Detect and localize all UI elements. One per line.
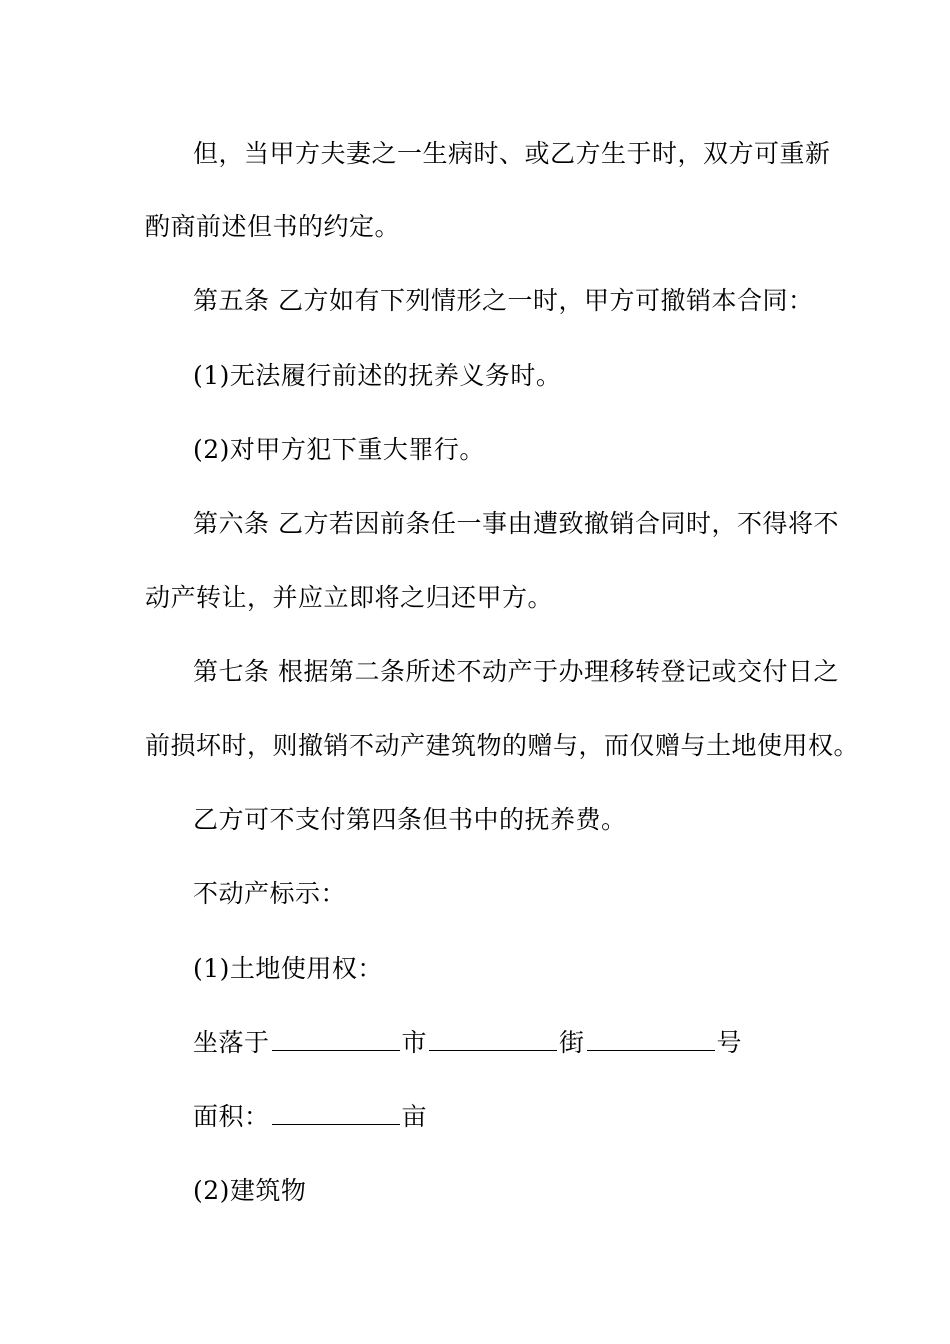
location-line [193,1026,742,1060]
article-five-item-1: (1)无法履行前述的抚养义务时。 [193,361,562,390]
article-seven-line-3: 乙方可不支付第四条但书中的抚养费。 [193,805,627,834]
area-unit: 亩 [401,1102,428,1131]
paragraph-line-1: 但，当甲方夫妻之一生病时、或乙方生于时，双方可重新 [193,139,831,168]
article-seven-line-1: 第七条 根据第二条所述不动产于办理移转登记或交付日之 [193,657,839,686]
street-blank-field[interactable] [429,1028,557,1051]
location-prefix: 坐落于 [193,1028,270,1057]
land-use-right-heading: (1)土地使用权： [193,954,383,983]
article-six-line-1: 第六条 乙方若因前条任一事由遭致撤销合同时，不得将不 [193,509,839,538]
number-blank-field[interactable] [587,1028,715,1051]
city-blank-field[interactable] [272,1028,400,1051]
article-seven-line-2: 前损坏时，则撤销不动产建筑物的赠与，而仅赠与土地使用权。 [145,731,860,760]
paragraph-line-2: 酌商前述但书的约定。 [145,212,401,241]
property-heading: 不动产标示： [193,879,347,908]
city-label: 市 [401,1028,428,1057]
building-heading: (2)建筑物 [193,1176,307,1205]
article-five-heading: 第五条 乙方如有下列情形之一时，甲方可撤销本合同： [193,286,814,315]
street-label: 街 [559,1028,585,1057]
area-line [193,1100,427,1134]
area-label: 面积： [193,1102,270,1131]
article-five-item-2: (2)对甲方犯下重大罪行。 [193,435,485,464]
area-blank-field[interactable] [272,1102,400,1125]
article-six-line-2: 动产转让，并应立即将之归还甲方。 [145,583,554,612]
number-label: 号 [716,1028,743,1057]
